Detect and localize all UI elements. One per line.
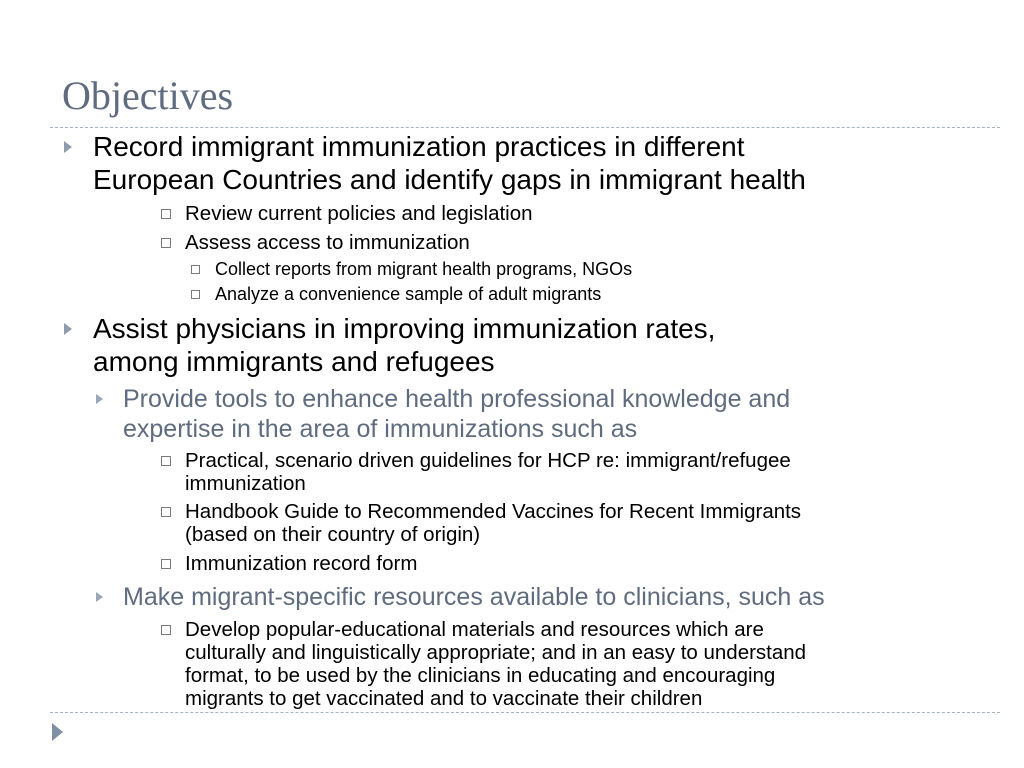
bullet-2-sub-1-line-2: expertise in the area of immunizations such as <box>123 415 638 443</box>
bullet-1-sub-1: Review current policies and legislation <box>185 202 533 225</box>
bullet-2-sub-2: Make migrant-specific resources available to clinicians, such as <box>123 583 825 611</box>
bullet-2-sub-1-a-line-2: immunization <box>185 472 306 495</box>
footer-divider <box>50 712 1000 713</box>
bullet-2-sub-2-a-line-2: culturally and linguistically appropriate; and in an easy to understand <box>185 641 807 664</box>
bullet-2-sub-2-a-line-1: Develop popular-educational materials and resources which are <box>185 618 764 641</box>
bullet-2-sub-1-b-line-1: Handbook Guide to Recommended Vaccines for Recent Immigrants <box>185 500 802 523</box>
bullet-1-sub-2-b: Analyze a convenience sample of adult migrants <box>215 284 602 304</box>
square-bullet-icon <box>161 625 171 635</box>
square-bullet-icon <box>191 290 200 299</box>
triangle-bullet-icon <box>64 323 72 335</box>
bullet-2-sub-2-a-line-3: format, to be used by the clinicians in educating and encouraging <box>185 664 776 687</box>
bullet-1-line-1: Record immigrant immunization practices in different <box>93 131 745 162</box>
square-bullet-icon <box>161 559 171 569</box>
bullet-2-sub-1-a-line-1: Practical, scenario driven guidelines for HCP re: immigrant/refugee <box>185 449 791 472</box>
bullet-2-sub-1-b-line-2: (based on their country of origin) <box>185 523 481 546</box>
triangle-bullet-icon <box>64 141 72 153</box>
triangle-bullet-icon <box>96 394 103 404</box>
square-bullet-icon <box>191 265 200 274</box>
title-divider <box>50 127 1000 128</box>
bullet-1-line-2: European Countries and identify gaps in immigrant health <box>93 164 806 195</box>
bullet-2-line-2: among immigrants and refugees <box>93 346 495 377</box>
bullet-2-sub-1-line-1: Provide tools to enhance health professional knowledge and <box>123 385 791 413</box>
bullet-2-sub-2-a-line-4: migrants to get vaccinated and to vaccinate their children <box>185 687 703 710</box>
bullet-2-line-1: Assist physicians in improving immunization rates, <box>93 313 716 344</box>
square-bullet-icon <box>161 238 171 248</box>
square-bullet-icon <box>161 209 171 219</box>
play-triangle-icon[interactable] <box>52 723 63 741</box>
bullet-1-sub-2-a: Collect reports from migrant health programs, NGOs <box>215 259 633 279</box>
bullet-1-sub-2: Assess access to immunization <box>185 231 470 254</box>
square-bullet-icon <box>161 507 171 517</box>
triangle-bullet-icon <box>96 592 103 602</box>
square-bullet-icon <box>161 456 171 466</box>
bullet-2-sub-1-c: Immunization record form <box>185 552 418 575</box>
slide-title: Objectives <box>62 73 234 118</box>
